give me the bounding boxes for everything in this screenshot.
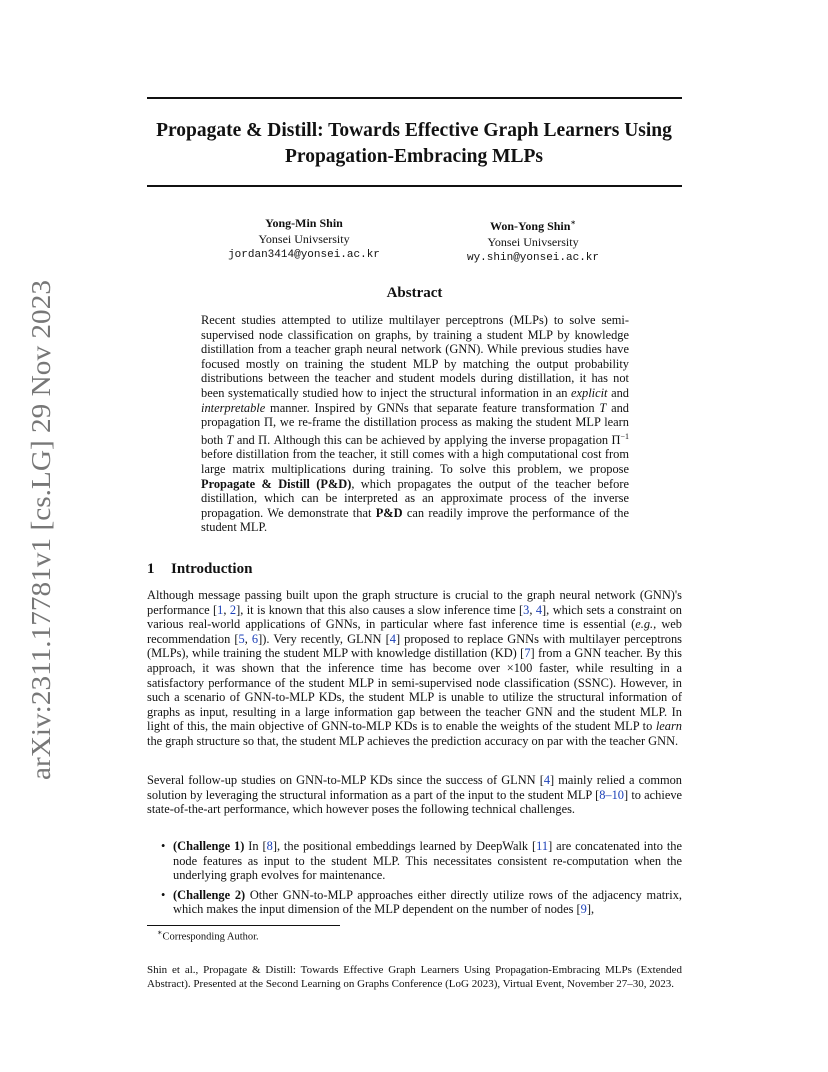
emph-text: explicit: [571, 385, 608, 400]
title-bottom-rule: [147, 185, 682, 187]
section-heading: [147, 561, 252, 578]
challenge-label: (Challenge 1): [173, 839, 245, 853]
author-affiliation: Yonsei Univsersity: [258, 232, 350, 246]
text: before distillation from the teacher, it still comes with a high computational cost from large matrix multiplications during training. To solve this problem, we propose: [201, 447, 629, 477]
paper-title: [100, 118, 728, 170]
citation-link[interactable]: 4: [535, 602, 543, 617]
corresponding-mark[interactable]: ∗: [570, 218, 576, 227]
author-affiliation: Yonsei Univsersity: [487, 235, 579, 249]
text: Other GNN-to-MLP approaches either directly utilize rows of the adjacency matrix, which makes the input dimension of the MLP dependent on the number of nodes [: [173, 887, 682, 917]
text: Although message passing built upon the graph structure is crucial to the graph neural network (GNN)'s performance [: [147, 588, 682, 617]
paragraph: [147, 588, 682, 749]
text: ] are concatenated into the node features as input to the student MLP. This necessitates consistent re-computation when the underlying graph evolves for maintenance.: [173, 839, 682, 883]
author-email[interactable]: jordan3414@yonsei.ac.kr: [228, 249, 380, 261]
text: Recent studies attempted to utilize multilayer perceptrons (MLPs) to solve semi-supervised node classification on graphs, by training a student MLP by knowledge distillation from a teacher graph neural network (GNN). While previous studies have focused mostly on training the student MLP by matching the output probability distributions between the teacher and student models during distillation, it has not been systematically studied how to inject the structural information in an: [201, 313, 629, 400]
text: ] mainly relied a common solution by leveraging the structural information as a part of the input to the student MLP [: [147, 773, 682, 802]
citation-link[interactable]: 7: [524, 646, 531, 661]
abstract-paragraph: [201, 313, 629, 535]
text: , which propagates the output of the teacher before distillation, which can be interpreted as an approximate process of the inverse propagation. We demonstrate that: [201, 476, 629, 520]
text: and: [607, 385, 629, 400]
text: ] to achieve state-of-the-art performance, which however poses the following technical challenges.: [147, 787, 683, 817]
title-top-rule: [147, 97, 682, 99]
abstract-body: [201, 313, 629, 535]
abstract-heading: Abstract: [386, 285, 443, 301]
text: ], it is known that this also causes a slow inference time [: [236, 602, 524, 617]
author-1: [204, 215, 404, 263]
bullet-icon: •: [161, 887, 166, 902]
intro-paragraph-2: [147, 773, 682, 817]
emph-text: interpretable: [201, 400, 266, 415]
citation-link[interactable]: 1: [217, 602, 224, 617]
text: ,: [244, 631, 252, 646]
citation-link[interactable]: 2: [229, 602, 237, 617]
math-superscript: −1: [620, 431, 629, 441]
citation-link[interactable]: 6: [251, 631, 259, 646]
text: , we re-frame the distillation process as making the student MLP learn both: [201, 415, 629, 447]
text: Several follow-up studies on GNN-to-MLP KDs since the success of GLNN [: [147, 773, 544, 787]
math-symbol: Π: [611, 432, 621, 447]
text: ], the positional embeddings learned by DeepWalk [: [272, 839, 537, 853]
text: ,: [529, 602, 536, 617]
venue-footer: Shin et al., Propagate & Distill: Towards Effective Graph Learners Using Propagation-Embracing MLPs (Extended Abstract). Presented at the Second Learning on Graphs Conference (LoG 2023), Virtual Event, November 27–30, 2023.: [147, 964, 682, 990]
footnote-text: Corresponding Author.: [162, 931, 259, 943]
list-item: [147, 888, 682, 917]
arxiv-stamp: [0, 280, 70, 810]
citation-link[interactable]: 9: [580, 902, 587, 917]
title-line-1: Propagate & Distill: Towards Effective Graph Learners Using: [156, 120, 672, 141]
footnote: [157, 928, 259, 943]
text: In [: [244, 839, 267, 853]
citation-link[interactable]: 5: [238, 631, 245, 646]
text: ] proposed to replace GNNs with multilayer perceptrons (MLPs), while training the student MLP with knowledge distillation (KD) [: [147, 631, 682, 661]
text: ,: [223, 602, 230, 617]
math-symbol: T: [226, 432, 234, 447]
author-name: Yong-Min Shin: [265, 216, 343, 230]
title-line-2: Propagation-Embracing MLPs: [284, 146, 543, 167]
citation-link[interactable]: 4: [543, 773, 551, 787]
author-name-text: Won-Yong Shin: [490, 219, 571, 233]
text: ], which sets a constraint on various real-world applications of GNNs, in particular where fast inference time is essential (: [147, 602, 682, 632]
author-2: [433, 215, 633, 266]
section-number: 1: [147, 561, 155, 577]
math-symbol: Π: [264, 415, 273, 430]
text: . Although this can be achieved by applying the inverse propagation: [267, 432, 612, 447]
bullet-icon: •: [161, 839, 166, 853]
method-name: Propagate & Distill (P&D): [201, 476, 352, 491]
challenge-list: [147, 839, 682, 922]
paragraph: [147, 773, 682, 817]
text: web recommendation [: [147, 617, 682, 646]
intro-paragraph-1: [147, 588, 682, 749]
text: the graph structure so that, the student MLP achieves the prediction accuracy on par with the teacher GNN.: [147, 733, 679, 748]
footnote-mark: ∗: [157, 928, 163, 937]
arxiv-stamp-text: arXiv:2311.17781v1 [cs.LG] 29 Nov 2023: [26, 319, 56, 780]
emph-text: learn: [655, 719, 682, 734]
citation-link[interactable]: 11: [536, 839, 549, 853]
text: ]). Very recently, GLNN [: [258, 631, 390, 646]
text: and propagation: [201, 400, 629, 430]
text: and: [233, 432, 259, 447]
text: can readily improve the performance of the student MLP.: [201, 505, 629, 535]
author-email[interactable]: wy.shin@yonsei.ac.kr: [466, 252, 600, 264]
text: manner. Inspired by GNNs that separate feature transformation: [265, 400, 600, 415]
text: ],: [586, 902, 595, 917]
challenge-label: (Challenge 2): [173, 887, 246, 902]
citation-link[interactable]: 8–10: [599, 787, 624, 802]
footnote-rule: [147, 925, 340, 926]
citation-link[interactable]: 3: [523, 602, 530, 617]
method-name: P&D: [375, 505, 403, 520]
emph-text: e.g.,: [635, 617, 657, 632]
math-symbol: Π: [258, 432, 268, 447]
math-symbol: T: [599, 400, 607, 415]
list-item: [147, 839, 682, 883]
section-title: Introduction: [171, 561, 253, 577]
citation-link[interactable]: 4: [389, 631, 396, 646]
author-name: [433, 215, 633, 234]
text: ] from a GNN teacher. By this approach, it was shown that the inference time has become over ×100 faster, while resulting in a satisfactory performance of the student MLP in semi-supervised node classification (SSNC). However, in such a scenario of GNN-to-MLP KDs, the student MLP is unable to utilize the structural information of graphs as input, resulting in a large information gap between the teacher GNN and the student MLP. In light of this, the main objective of GNN-to-MLP KDs is to enable the weights of the student MLP to: [147, 646, 682, 734]
citation-link[interactable]: 8: [266, 839, 273, 853]
